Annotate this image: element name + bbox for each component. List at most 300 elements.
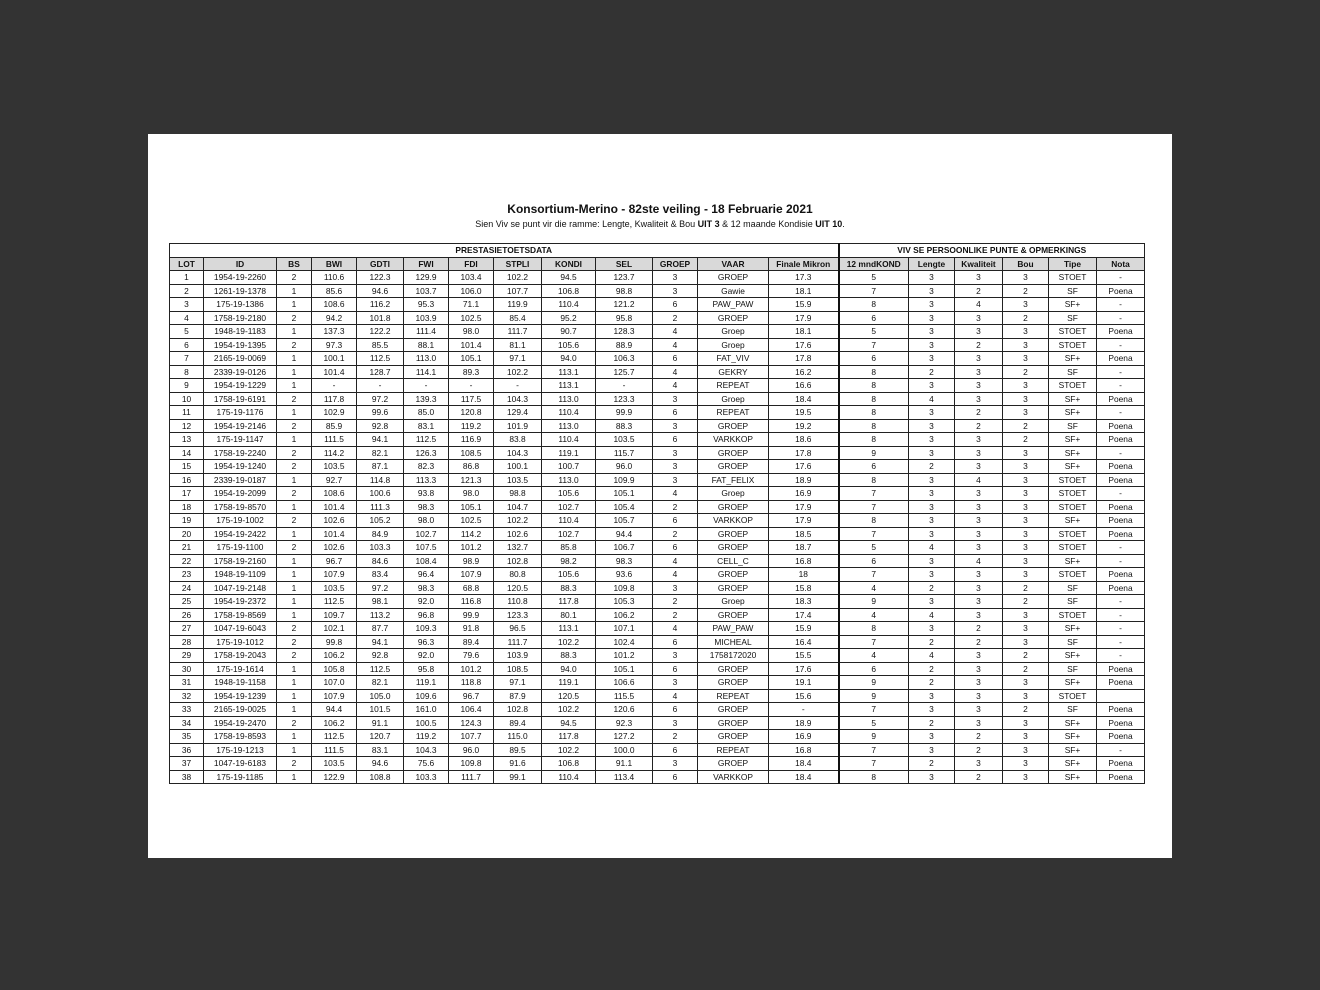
cell-fdi: 96.7 <box>449 689 494 703</box>
cell-gdti: 111.3 <box>357 500 404 514</box>
cell-lengte: 3 <box>909 446 955 460</box>
cell-kondi: 110.4 <box>542 514 596 528</box>
cell-bou: 3 <box>1003 676 1049 690</box>
cell-fwi: 119.1 <box>404 676 449 690</box>
cell-bs: 1 <box>277 352 312 366</box>
cell-fwi: 93.8 <box>404 487 449 501</box>
cell-bs: 2 <box>277 392 312 406</box>
cell-finale-mikron: 17.9 <box>769 311 839 325</box>
cell-gdti: 84.9 <box>357 527 404 541</box>
cell-tipe: SF <box>1049 662 1097 676</box>
subtitle-text-3: . <box>842 219 845 229</box>
cell-stpli: 115.0 <box>494 730 542 744</box>
cell-gdti: 116.2 <box>357 298 404 312</box>
cell-bs: 1 <box>277 284 312 298</box>
cell-bou: 3 <box>1003 271 1049 285</box>
cell-id: 1954-19-2260 <box>204 271 277 285</box>
cell-bwi: 100.1 <box>312 352 357 366</box>
cell-fdi: 105.1 <box>449 352 494 366</box>
column-header-sel: SEL <box>596 257 653 271</box>
cell-gdti: 113.2 <box>357 608 404 622</box>
cell-stpli: 102.8 <box>494 703 542 717</box>
cell-vaar: GROEP <box>698 568 769 582</box>
cell-tipe: SF <box>1049 419 1097 433</box>
cell-id: 1948-19-1109 <box>204 568 277 582</box>
table-row <box>170 676 1145 690</box>
cell-groep: 4 <box>653 487 698 501</box>
cell-finale-mikron: 16.8 <box>769 554 839 568</box>
cell-gdti: 98.1 <box>357 595 404 609</box>
cell-groep: 4 <box>653 338 698 352</box>
cell-stpli: 83.8 <box>494 433 542 447</box>
cell-sel: 93.6 <box>596 568 653 582</box>
cell-finale-mikron: 18.4 <box>769 392 839 406</box>
cell-fwi: 92.0 <box>404 649 449 663</box>
cell-groep: 6 <box>653 514 698 528</box>
cell-bs: 1 <box>277 676 312 690</box>
cell-lengte: 3 <box>909 419 955 433</box>
cell-fdi: 98.0 <box>449 487 494 501</box>
cell-fwi: 103.3 <box>404 770 449 784</box>
table-row <box>170 514 1145 528</box>
cell-bwi: - <box>312 379 357 393</box>
cell-sel: 103.5 <box>596 433 653 447</box>
table-row <box>170 743 1145 757</box>
cell-kwaliteit: 3 <box>955 487 1003 501</box>
cell-kwaliteit: 3 <box>955 352 1003 366</box>
cell-lot: 9 <box>170 379 204 393</box>
cell-gdti: 105.2 <box>357 514 404 528</box>
cell-groep: 4 <box>653 568 698 582</box>
cell-vaar: Gawie <box>698 284 769 298</box>
cell-gdti: 99.6 <box>357 406 404 420</box>
cell-lot: 18 <box>170 500 204 514</box>
cell-id: 175-19-1213 <box>204 743 277 757</box>
cell-kondi: 110.4 <box>542 433 596 447</box>
cell-12-mndkond: 8 <box>839 419 909 433</box>
cell-bou: 2 <box>1003 433 1049 447</box>
cell-fwi: 114.1 <box>404 365 449 379</box>
cell-lengte: 2 <box>909 662 955 676</box>
document-title: Konsortium-Merino - 82ste veiling - 18 Februarie 2021 <box>507 202 813 216</box>
cell-lot: 36 <box>170 743 204 757</box>
cell-lengte: 3 <box>909 689 955 703</box>
cell-bwi: 106.2 <box>312 649 357 663</box>
cell-gdti: 101.8 <box>357 311 404 325</box>
cell-tipe: SF+ <box>1049 716 1097 730</box>
cell-tipe: STOET <box>1049 473 1097 487</box>
cell-vaar: GEKRY <box>698 365 769 379</box>
cell-stpli: 111.7 <box>494 635 542 649</box>
cell-12-mndkond: 7 <box>839 757 909 771</box>
cell-groep: 4 <box>653 689 698 703</box>
cell-bs: 2 <box>277 460 312 474</box>
cell-kwaliteit: 4 <box>955 473 1003 487</box>
cell-gdti: 82.1 <box>357 676 404 690</box>
cell-fwi: 96.3 <box>404 635 449 649</box>
table-row <box>170 338 1145 352</box>
subtitle-text-2: & 12 maande Kondisie <box>719 219 816 229</box>
cell-lengte: 3 <box>909 379 955 393</box>
cell-kwaliteit: 4 <box>955 554 1003 568</box>
cell-fdi: 71.1 <box>449 298 494 312</box>
cell-lengte: 4 <box>909 541 955 555</box>
cell-stpli: 80.8 <box>494 568 542 582</box>
cell-bs: 2 <box>277 635 312 649</box>
cell-bwi: 102.1 <box>312 622 357 636</box>
cell-lengte: 3 <box>909 298 955 312</box>
cell-lot: 33 <box>170 703 204 717</box>
cell-bwi: 101.4 <box>312 500 357 514</box>
cell-bou: 3 <box>1003 392 1049 406</box>
cell-tipe: STOET <box>1049 527 1097 541</box>
cell-bs: 2 <box>277 716 312 730</box>
section-performance-data: PRESTASIETOETSDATA <box>170 244 839 258</box>
cell-tipe: STOET <box>1049 541 1097 555</box>
cell-nota: - <box>1097 446 1145 460</box>
cell-fdi: 89.4 <box>449 635 494 649</box>
cell-id: 175-19-1176 <box>204 406 277 420</box>
cell-bou: 3 <box>1003 500 1049 514</box>
cell-fdi: 107.7 <box>449 730 494 744</box>
table-row <box>170 662 1145 676</box>
cell-fwi: 108.4 <box>404 554 449 568</box>
cell-kwaliteit: 3 <box>955 716 1003 730</box>
cell-tipe: STOET <box>1049 500 1097 514</box>
cell-vaar: Groep <box>698 487 769 501</box>
cell-groep: 6 <box>653 433 698 447</box>
table-row <box>170 271 1145 285</box>
cell-12-mndkond: 8 <box>839 770 909 784</box>
cell-bou: 2 <box>1003 703 1049 717</box>
cell-kondi: 113.1 <box>542 379 596 393</box>
column-header-bwi: BWI <box>312 257 357 271</box>
cell-fwi: 96.4 <box>404 568 449 582</box>
cell-sel: 127.2 <box>596 730 653 744</box>
cell-lot: 26 <box>170 608 204 622</box>
cell-groep: 2 <box>653 730 698 744</box>
cell-kondi: 94.0 <box>542 662 596 676</box>
cell-sel: 95.8 <box>596 311 653 325</box>
cell-12-mndkond: 5 <box>839 716 909 730</box>
document-subtitle <box>148 219 1172 229</box>
cell-kwaliteit: 2 <box>955 419 1003 433</box>
cell-tipe: SF+ <box>1049 622 1097 636</box>
cell-sel: 105.3 <box>596 595 653 609</box>
cell-id: 1954-19-1239 <box>204 689 277 703</box>
cell-kondi: 80.1 <box>542 608 596 622</box>
cell-tipe: STOET <box>1049 325 1097 339</box>
cell-kondi: 102.2 <box>542 703 596 717</box>
cell-bs: 1 <box>277 500 312 514</box>
cell-kondi: 88.3 <box>542 581 596 595</box>
cell-fwi: 126.3 <box>404 446 449 460</box>
cell-stpli: 101.9 <box>494 419 542 433</box>
cell-lengte: 4 <box>909 649 955 663</box>
cell-vaar: GROEP <box>698 716 769 730</box>
table-row <box>170 500 1145 514</box>
cell-bs: 1 <box>277 379 312 393</box>
cell-fdi: 86.8 <box>449 460 494 474</box>
cell-bwi: 103.5 <box>312 581 357 595</box>
column-header-12-mndkond: 12 mndKOND <box>839 257 909 271</box>
cell-id: 1758-19-2180 <box>204 311 277 325</box>
cell-bwi: 106.2 <box>312 716 357 730</box>
cell-sel: 91.1 <box>596 757 653 771</box>
cell-vaar: VARKKOP <box>698 514 769 528</box>
cell-sel: 105.4 <box>596 500 653 514</box>
cell-stpli: 91.6 <box>494 757 542 771</box>
column-header-kwaliteit: Kwaliteit <box>955 257 1003 271</box>
cell-finale-mikron: 16.8 <box>769 743 839 757</box>
cell-id: 1758-19-8570 <box>204 500 277 514</box>
cell-fwi: 92.0 <box>404 595 449 609</box>
cell-kondi: 102.2 <box>542 635 596 649</box>
cell-fdi: 68.8 <box>449 581 494 595</box>
cell-groep: 4 <box>653 325 698 339</box>
cell-gdti: 94.6 <box>357 284 404 298</box>
cell-kwaliteit: 2 <box>955 730 1003 744</box>
cell-tipe: SF+ <box>1049 730 1097 744</box>
cell-nota: - <box>1097 311 1145 325</box>
cell-bwi: 102.9 <box>312 406 357 420</box>
cell-sel: 102.4 <box>596 635 653 649</box>
cell-fdi: 109.8 <box>449 757 494 771</box>
cell-sel: 125.7 <box>596 365 653 379</box>
cell-fwi: 161.0 <box>404 703 449 717</box>
cell-kwaliteit: 3 <box>955 311 1003 325</box>
cell-fdi: 111.7 <box>449 770 494 784</box>
cell-finale-mikron: 18.1 <box>769 284 839 298</box>
cell-kondi: 105.6 <box>542 338 596 352</box>
cell-fdi: 102.5 <box>449 514 494 528</box>
cell-kwaliteit: 3 <box>955 500 1003 514</box>
cell-sel: 106.2 <box>596 608 653 622</box>
cell-nota: Poena <box>1097 757 1145 771</box>
cell-bwi: 96.7 <box>312 554 357 568</box>
cell-bs: 2 <box>277 487 312 501</box>
cell-groep: 3 <box>653 392 698 406</box>
cell-gdti: 112.5 <box>357 662 404 676</box>
cell-nota: - <box>1097 271 1145 285</box>
cell-id: 2339-19-0126 <box>204 365 277 379</box>
cell-groep: 3 <box>653 716 698 730</box>
cell-vaar: VARKKOP <box>698 770 769 784</box>
cell-tipe: SF <box>1049 284 1097 298</box>
cell-12-mndkond: 7 <box>839 500 909 514</box>
cell-lengte: 3 <box>909 595 955 609</box>
cell-bs: 2 <box>277 311 312 325</box>
cell-stpli: 103.5 <box>494 473 542 487</box>
cell-bou: 3 <box>1003 730 1049 744</box>
cell-finale-mikron: 17.9 <box>769 500 839 514</box>
cell-lot: 16 <box>170 473 204 487</box>
cell-fdi: 107.9 <box>449 568 494 582</box>
cell-tipe: SF <box>1049 581 1097 595</box>
cell-kwaliteit: 3 <box>955 271 1003 285</box>
cell-finale-mikron: 17.8 <box>769 446 839 460</box>
cell-tipe: SF <box>1049 595 1097 609</box>
cell-sel: 94.4 <box>596 527 653 541</box>
cell-stpli: 102.2 <box>494 514 542 528</box>
cell-id: 1047-19-6183 <box>204 757 277 771</box>
cell-sel: 123.3 <box>596 392 653 406</box>
column-header-groep: GROEP <box>653 257 698 271</box>
cell-finale-mikron: 17.8 <box>769 352 839 366</box>
cell-fdi: 117.5 <box>449 392 494 406</box>
cell-finale-mikron: 18.1 <box>769 325 839 339</box>
cell-fdi: 105.1 <box>449 500 494 514</box>
cell-12-mndkond: 7 <box>839 487 909 501</box>
column-header-nota: Nota <box>1097 257 1145 271</box>
cell-kwaliteit: 2 <box>955 743 1003 757</box>
cell-vaar: REPEAT <box>698 379 769 393</box>
cell-tipe: SF <box>1049 703 1097 717</box>
cell-sel: 100.0 <box>596 743 653 757</box>
cell-vaar: Groep <box>698 595 769 609</box>
cell-fdi: 91.8 <box>449 622 494 636</box>
column-header-bs: BS <box>277 257 312 271</box>
cell-kwaliteit: 3 <box>955 541 1003 555</box>
cell-stpli: 104.3 <box>494 392 542 406</box>
cell-bou: 3 <box>1003 757 1049 771</box>
cell-finale-mikron: 18.4 <box>769 757 839 771</box>
cell-gdti: 84.6 <box>357 554 404 568</box>
cell-tipe: STOET <box>1049 271 1097 285</box>
cell-kwaliteit: 3 <box>955 608 1003 622</box>
cell-fdi: 89.3 <box>449 365 494 379</box>
cell-fwi: 85.0 <box>404 406 449 420</box>
cell-bou: 3 <box>1003 379 1049 393</box>
cell-12-mndkond: 8 <box>839 392 909 406</box>
cell-lengte: 3 <box>909 703 955 717</box>
cell-kwaliteit: 3 <box>955 662 1003 676</box>
cell-nota: Poena <box>1097 500 1145 514</box>
cell-sel: 105.1 <box>596 487 653 501</box>
cell-12-mndkond: 7 <box>839 635 909 649</box>
cell-fwi: 139.3 <box>404 392 449 406</box>
cell-lengte: 2 <box>909 365 955 379</box>
cell-12-mndkond: 9 <box>839 689 909 703</box>
cell-fwi: 95.8 <box>404 662 449 676</box>
cell-kondi: 110.4 <box>542 770 596 784</box>
cell-bs: 1 <box>277 527 312 541</box>
cell-kwaliteit: 3 <box>955 446 1003 460</box>
cell-stpli: 81.1 <box>494 338 542 352</box>
cell-groep: 2 <box>653 595 698 609</box>
cell-bs: 2 <box>277 514 312 528</box>
column-header-bou: Bou <box>1003 257 1049 271</box>
table-row <box>170 460 1145 474</box>
cell-stpli: 110.8 <box>494 595 542 609</box>
cell-lengte: 3 <box>909 622 955 636</box>
cell-kwaliteit: 3 <box>955 514 1003 528</box>
table-body <box>170 271 1145 784</box>
cell-bou: 3 <box>1003 568 1049 582</box>
cell-nota: - <box>1097 541 1145 555</box>
cell-gdti: 83.1 <box>357 743 404 757</box>
table-row <box>170 703 1145 717</box>
cell-lot: 25 <box>170 595 204 609</box>
cell-tipe: SF <box>1049 365 1097 379</box>
cell-nota: Poena <box>1097 568 1145 582</box>
cell-12-mndkond: 8 <box>839 406 909 420</box>
cell-bs: 1 <box>277 743 312 757</box>
cell-tipe: SF+ <box>1049 352 1097 366</box>
cell-lot: 22 <box>170 554 204 568</box>
column-header-stpli: STPLI <box>494 257 542 271</box>
cell-stpli: - <box>494 379 542 393</box>
cell-lengte: 3 <box>909 311 955 325</box>
cell-bou: 3 <box>1003 325 1049 339</box>
cell-vaar: Groep <box>698 325 769 339</box>
cell-id: 1948-19-1158 <box>204 676 277 690</box>
cell-stpli: 119.9 <box>494 298 542 312</box>
cell-vaar: 1758172020 <box>698 649 769 663</box>
cell-groep: 2 <box>653 311 698 325</box>
cell-tipe: SF+ <box>1049 743 1097 757</box>
cell-lot: 38 <box>170 770 204 784</box>
cell-vaar: GROEP <box>698 730 769 744</box>
column-header-lot: LOT <box>170 257 204 271</box>
cell-bs: 2 <box>277 338 312 352</box>
cell-groep: 6 <box>653 635 698 649</box>
cell-lengte: 3 <box>909 338 955 352</box>
cell-groep: 4 <box>653 622 698 636</box>
column-header-row <box>170 257 1145 271</box>
cell-kondi: 105.6 <box>542 568 596 582</box>
cell-finale-mikron: 16.9 <box>769 730 839 744</box>
cell-bwi: 99.8 <box>312 635 357 649</box>
cell-vaar: FAT_VIV <box>698 352 769 366</box>
cell-stpli: 98.8 <box>494 487 542 501</box>
cell-nota: - <box>1097 635 1145 649</box>
cell-lengte: 3 <box>909 271 955 285</box>
cell-sel: 109.9 <box>596 473 653 487</box>
cell-kondi: 105.6 <box>542 487 596 501</box>
cell-vaar: GROEP <box>698 460 769 474</box>
table-row <box>170 379 1145 393</box>
cell-groep: 3 <box>653 271 698 285</box>
cell-stpli: 96.5 <box>494 622 542 636</box>
cell-lengte: 3 <box>909 770 955 784</box>
cell-groep: 3 <box>653 757 698 771</box>
cell-id: 175-19-1147 <box>204 433 277 447</box>
cell-lot: 34 <box>170 716 204 730</box>
cell-tipe: SF+ <box>1049 446 1097 460</box>
cell-lengte: 2 <box>909 757 955 771</box>
cell-finale-mikron: 19.5 <box>769 406 839 420</box>
cell-nota: Poena <box>1097 473 1145 487</box>
cell-nota: - <box>1097 649 1145 663</box>
cell-finale-mikron: 17.9 <box>769 514 839 528</box>
cell-kondi: 113.0 <box>542 473 596 487</box>
cell-finale-mikron: 17.6 <box>769 338 839 352</box>
cell-nota: Poena <box>1097 514 1145 528</box>
cell-fwi: 109.3 <box>404 622 449 636</box>
cell-tipe: SF+ <box>1049 433 1097 447</box>
cell-12-mndkond: 8 <box>839 379 909 393</box>
cell-nota: Poena <box>1097 325 1145 339</box>
cell-12-mndkond: 9 <box>839 730 909 744</box>
cell-nota: - <box>1097 379 1145 393</box>
cell-kwaliteit: 3 <box>955 568 1003 582</box>
cell-gdti: 105.0 <box>357 689 404 703</box>
cell-stpli: 129.4 <box>494 406 542 420</box>
table-row <box>170 527 1145 541</box>
cell-lot: 15 <box>170 460 204 474</box>
cell-sel: 99.9 <box>596 406 653 420</box>
